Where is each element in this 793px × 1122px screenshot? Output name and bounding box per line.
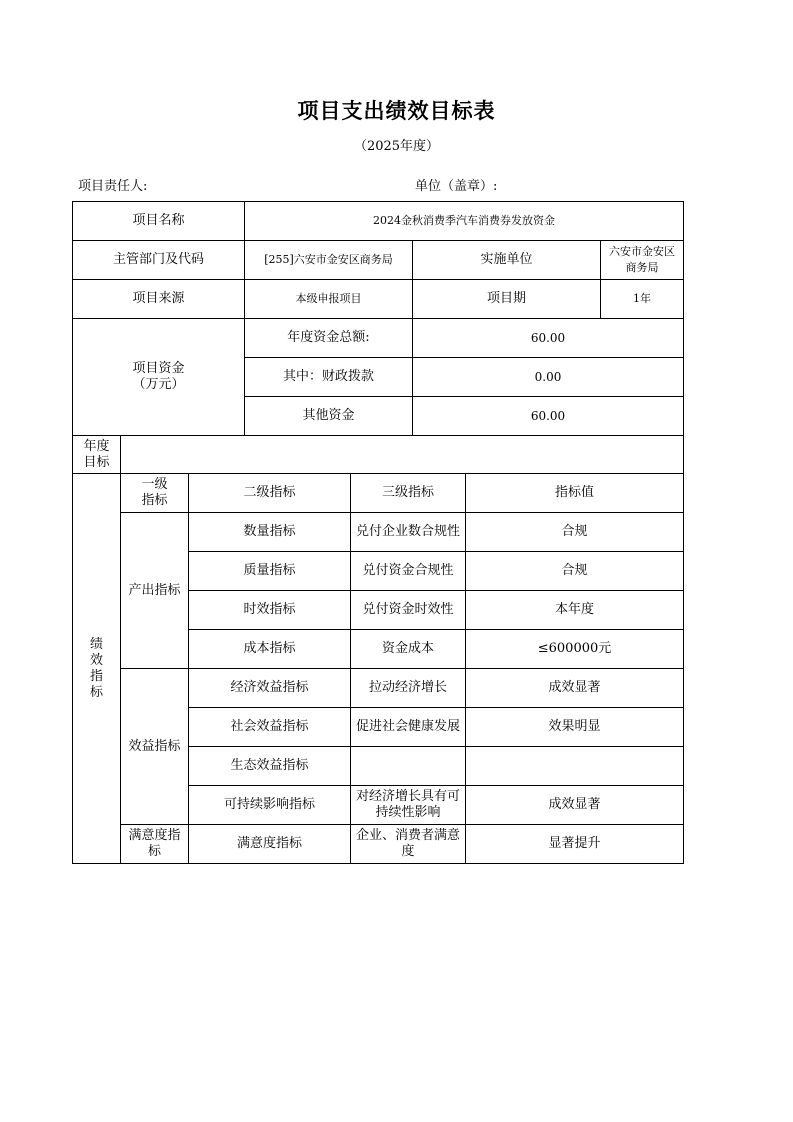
value-cell: 显著提升 [466,825,684,864]
level3-cell [351,825,466,864]
level3-cell: 促进社会健康发展 [351,708,466,747]
level3-cell: 兑付资金时效性 [351,591,466,630]
value-cell: 本年度 [466,591,684,630]
funds-label-line1: 项目资金 [132,361,185,376]
level3-cell [351,747,466,786]
impl-unit-value: 六安市金安区商务局 [601,241,684,280]
level3-cell: 兑付企业数合规性 [351,513,466,552]
value-cell: 合规 [466,552,684,591]
funds-label-line2: （万元） [132,377,185,392]
level3-cell: 资金成本 [351,630,466,669]
dept-label: 主管部门及代码 [73,241,245,280]
header-value: 指标值 [466,474,684,513]
table-row [73,202,684,241]
table-row [73,513,684,552]
annual-goal-label [73,436,121,474]
level2-cell: 数量指标 [189,513,351,552]
value-cell: 成效显著 [466,669,684,708]
annual-goal-label-line1: 年度 [83,438,110,454]
perf-char: 效 [89,652,103,668]
table-row [73,280,684,319]
header-level2: 二级指标 [189,474,351,513]
output-indicators-label: 产出指标 [121,513,189,669]
table-row [73,241,684,280]
level2-cell: 社会效益指标 [189,708,351,747]
level3-cell: 拉动经济增长 [351,669,466,708]
perf-char: 标 [89,684,103,700]
source-label: 项目来源 [73,280,245,319]
level3-line2: 持续性影响 [375,805,441,820]
responsible-person-label: 项目责任人: [78,179,148,194]
total-funds-label: 年度资金总额: [245,319,413,358]
period-label: 项目期 [413,280,601,319]
value-cell: ≤600000元 [466,630,684,669]
level3-line1: 企业、消费者满意 [355,828,460,843]
level2-cell: 成本指标 [189,630,351,669]
project-name-value: 2024金秋消费季汽车消费券发放资金 [245,202,684,241]
unit-seal-label: 单位（盖章）: [415,179,498,194]
header-level1-line1: 一级 [141,477,168,492]
total-funds-value: 60.00 [413,319,684,358]
level3-cell: 兑付资金合规性 [351,552,466,591]
impl-unit-label: 实施单位 [413,241,601,280]
table-row [73,474,684,513]
level2-cell: 时效指标 [189,591,351,630]
annual-goal-value [121,436,684,474]
table-row [73,436,684,474]
satisfaction-label-line1: 满意度指 [128,828,181,843]
source-value: 本级申报项目 [245,280,413,319]
level2-cell: 满意度指标 [189,825,351,864]
table-row [73,825,684,864]
table-row [73,319,684,358]
level2-cell: 质量指标 [189,552,351,591]
level2-cell: 生态效益指标 [189,747,351,786]
fiscal-funds-value: 0.00 [413,358,684,397]
benefit-indicators-label: 效益指标 [121,669,189,825]
performance-target-table [72,201,684,864]
satisfaction-label-line2: 标 [147,844,161,859]
period-value: 1年 [601,280,684,319]
funds-label [73,319,245,436]
level3-line2: 度 [401,844,415,859]
header-level3: 三级指标 [351,474,466,513]
fiscal-funds-label: 其中：财政拨款 [245,358,413,397]
value-cell: 效果明显 [466,708,684,747]
level3-cell [351,786,466,825]
level2-cell: 经济效益指标 [189,669,351,708]
value-cell [466,747,684,786]
perf-char: 指 [89,668,103,684]
perf-char: 绩 [89,636,103,652]
satisfaction-indicators-label [121,825,189,864]
table-row [73,669,684,708]
page-subtitle: （2025年度） [353,139,440,154]
annual-goal-label-line2: 目标 [83,454,110,470]
project-name-label: 项目名称 [73,202,245,241]
level3-line1: 对经济增长具有可 [355,789,460,804]
header-level1 [121,474,189,513]
header-level1-line2: 指标 [141,493,168,508]
dept-value: [255]六安市金安区商务局 [245,241,413,280]
level2-cell: 可持续影响指标 [189,786,351,825]
other-funds-label: 其他资金 [245,397,413,436]
other-funds-value: 60.00 [413,397,684,436]
value-cell: 合规 [466,513,684,552]
value-cell: 成效显著 [466,786,684,825]
performance-indicators-label [73,474,121,864]
page-title: 项目支出绩效目标表 [297,99,496,123]
